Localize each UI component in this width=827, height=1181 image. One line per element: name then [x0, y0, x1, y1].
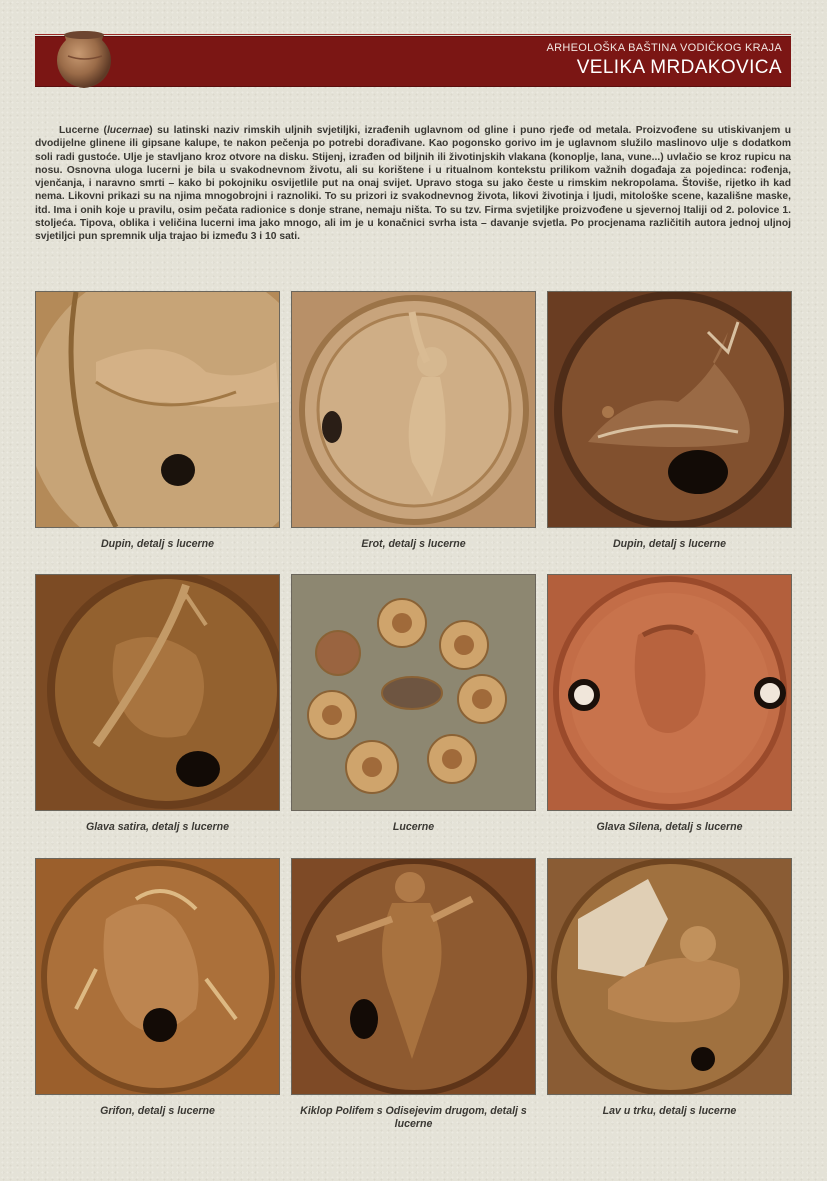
photo-caption: Glava Silena, detalj s lucerne [596, 821, 743, 833]
photo-card-lamps [291, 574, 536, 834]
photo-dolphin-1 [35, 291, 280, 528]
photo-caption: Kiklop Polifem s Odisejevim drugom, detalj s lucerne [300, 1105, 527, 1130]
photo-card-satyr [35, 574, 280, 834]
photo-lion [547, 858, 792, 1095]
photo-card-lion [547, 858, 792, 1118]
photo-dolphin-2 [547, 291, 792, 528]
photo-cyclops [291, 858, 536, 1095]
photo-caption: Grifon, detalj s lucerne [100, 1105, 215, 1117]
photo-card-silenus [547, 574, 792, 834]
series-title: ARHEOLOŠKA BAŠTINA VODIČKOG KRAJA [546, 42, 782, 54]
photo-erot [291, 291, 536, 528]
photo-griffin [35, 858, 280, 1095]
intro-paragraph [35, 124, 791, 244]
clay-pot-icon [50, 26, 118, 90]
photo-caption: Dupin, detalj s lucerne [100, 538, 215, 550]
photo-caption: Glava satira, detalj s lucerne [85, 821, 230, 833]
photo-caption: Dupin, detalj s lucerne [612, 538, 727, 550]
photo-caption: Lucerne [392, 821, 435, 833]
photo-card-dolphin-1 [35, 291, 280, 551]
intro-word: Lucerne ( [59, 125, 107, 136]
photo-caption: Erot, detalj s lucerne [361, 538, 466, 550]
header-top-line [35, 34, 791, 35]
photo-card-griffin [35, 858, 280, 1118]
photo-card-dolphin-2 [547, 291, 792, 551]
photo-card-cyclops [291, 858, 536, 1131]
photo-card-erot [291, 291, 536, 551]
intro-term: lucernae [106, 125, 150, 136]
photo-lamps [291, 574, 536, 811]
photo-silenus [547, 574, 792, 811]
intro-text: ) su latinski naziv rimskih uljnih svjetiljki, izrađenih uglavnom od gline i puno rjeđe od metala. Proizvođene su utiskivanjem u dvodijelne glinene ili gipsane kalupe, te nakon pečenja po potrebi dorađivane. Kao pogonsko gorivo im je uglavnom služilo maslinovo ulje s dodatkom soli radi gustoće. Ulje je stavljano kroz otvore na disku. Stijenj, izrađen od biljnih ili životinjskih vlakana (konoplje, lana, vune...) uvlačio se kroz rupicu na nosu. Osnovna uloga lucerni je bila u svakodnevnom životu, ali su korištene i u ritualnom kontekstu prilikom važnih događaja za pojedinca: rođenja, vjenčanja, i naravno smrti – kako bi pokojniku osvijetlile put na onaj svijet. Upravo stoga su jako česte u rimskim nekropolama. Štoviše, rijetko ih kad nema. Likovni prikazi su na njima mnogobrojni i raznoliki. To su prizori iz svakodnevnog života, likovi životinja i ljudi, mitološke scene, kazališne maske, itd. Ima i onih koje u pravilu, osim pečata radionice s donje strane, nemaju ništa. To su tzv. Firma svjetiljke proizvođene u sjevernoj Italiji od 2. polovice 1. stoljeća. Tipova, oblika i veličina lucerni ima jako mnogo, ali im je u konačnici svrha ista – davanje svjetla. Po procjenama različitih autora jednoj uljnoj svjetiljci pun spremnik ulja trajao bi između 3 i 10 sati. [35, 125, 791, 243]
photo-caption: Lav u trku, detalj s lucerne [602, 1105, 737, 1117]
photo-satyr [35, 574, 280, 811]
site-title: VELIKA MRDAKOVICA [576, 57, 782, 78]
